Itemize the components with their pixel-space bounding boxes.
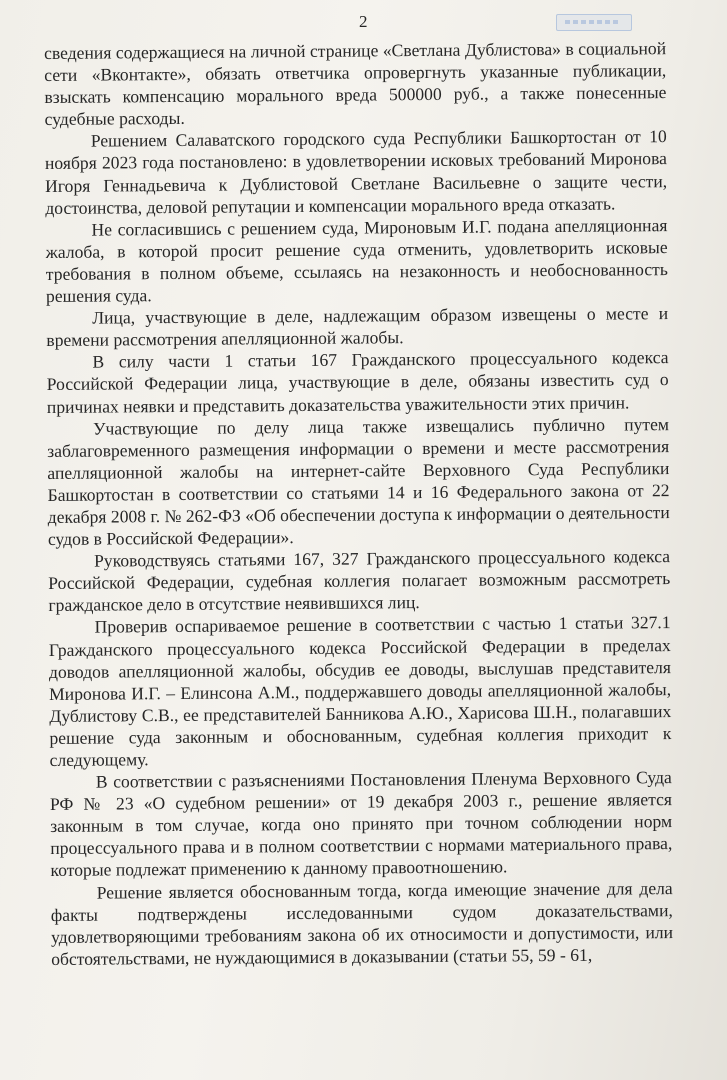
paragraph-first-instance-decision: Решением Салаватского городского суда Республики Башкортостан от 10 ноября 2023 года постановлено: в удовлетворении исковых требований Миронова Игоря Геннадьевича к Дублистовой Светлане Васильевне о защите чести, достоинства, деловой репутации и компенсации морального вреда отказать.: [44, 126, 668, 218]
paragraph-review: Проверив оспариваемое решение в соответствии с частью 1 статьи 327.1 Гражданского процессуального кодекса Российской Федерации в пределах доводов апелляционной жалобы, обсудив ее доводы, выслушав представителя Миронова И.Г. – Елинсона А.М., поддержавшего доводы апелляционной жалобы, Дублистову С.В., ее представителей Банникова А.Ю., Харисова Ш.Н., полагавших решение суда законным и обоснованным, судебная коллегия приходит к следующему.: [48, 612, 672, 770]
paragraph-claims-continued: сведения содержащиеся на личной странице «Светлана Дублистова» в социальной сети «Вконтакте», обязать ответчика опровергнуть указанные публикации, взыскать компенсацию морального вреда 500000 руб., а также понесенные судебные расходы.: [44, 38, 667, 130]
page-number: 2: [359, 12, 368, 31]
paragraph-absent-parties: Руководствуясь статьями 167, 327 Гражданского процессуального кодекса Российской Федерации, судебная коллегия полагает возможным рассмотреть гражданское дело в отсутствие неявившихся лиц.: [48, 546, 671, 616]
stamp-mark: [556, 14, 632, 31]
paragraph-grounded-decision: Решение является обоснованным тогда, когда имеющие значение для дела факты подтверждены исследованными судом доказательствами, удовлетворяющими требованиям закона об их относимости и допустимости, или обстоятельствами, не нуждающимися в доказывании (статьи 55, 59 - 61,: [50, 877, 674, 969]
document-body: [44, 37, 673, 970]
paragraph-public-notice: Участвующие по делу лица также извещались публично путем заблаговременного размещения информации о времени и месте рассмотрения апелляционной жалобы на интернет-сайте Верховного Суда Республики Башкортостан в соответствии со статьями 14 и 16 Федерального закона от 22 декабря 2008 г. № 262-ФЗ «Об обеспечении доступа к информации о деятельности судов в Российской Федерации».: [47, 413, 670, 550]
paragraph-appeal-filed: Не согласившись с решением суда, Мироновым И.Г. подана апелляционная жалоба, в которой просит решение суда отменить, удовлетворить исковые требования в полном объеме, ссылаясь на незаконность и необоснованность решения суда.: [45, 214, 668, 307]
paragraph-parties-notified: Лица, участвующие в деле, надлежащим образом извещены о месте и времени рассмотрения апелляционной жалобы.: [46, 303, 669, 351]
paragraph-plenum-clarification: В соответствии с разъяснениями Постановления Пленума Верховного Суда РФ № 23 «О судебном решении» от 19 декабря 2003 г., решение является законным в том случае, когда оно принято при точном соблюдении норм процессуального права и в полном соответствии с нормами материального права, которые подлежат применению к данному правоотношению.: [49, 767, 673, 881]
paragraph-article-167: В силу части 1 статьи 167 Гражданского процессуального кодекса Российской Федерации лица, участвующие в деле, обязаны известить суд о причинах неявки и представить доказательства уважительности этих причин.: [46, 347, 669, 417]
